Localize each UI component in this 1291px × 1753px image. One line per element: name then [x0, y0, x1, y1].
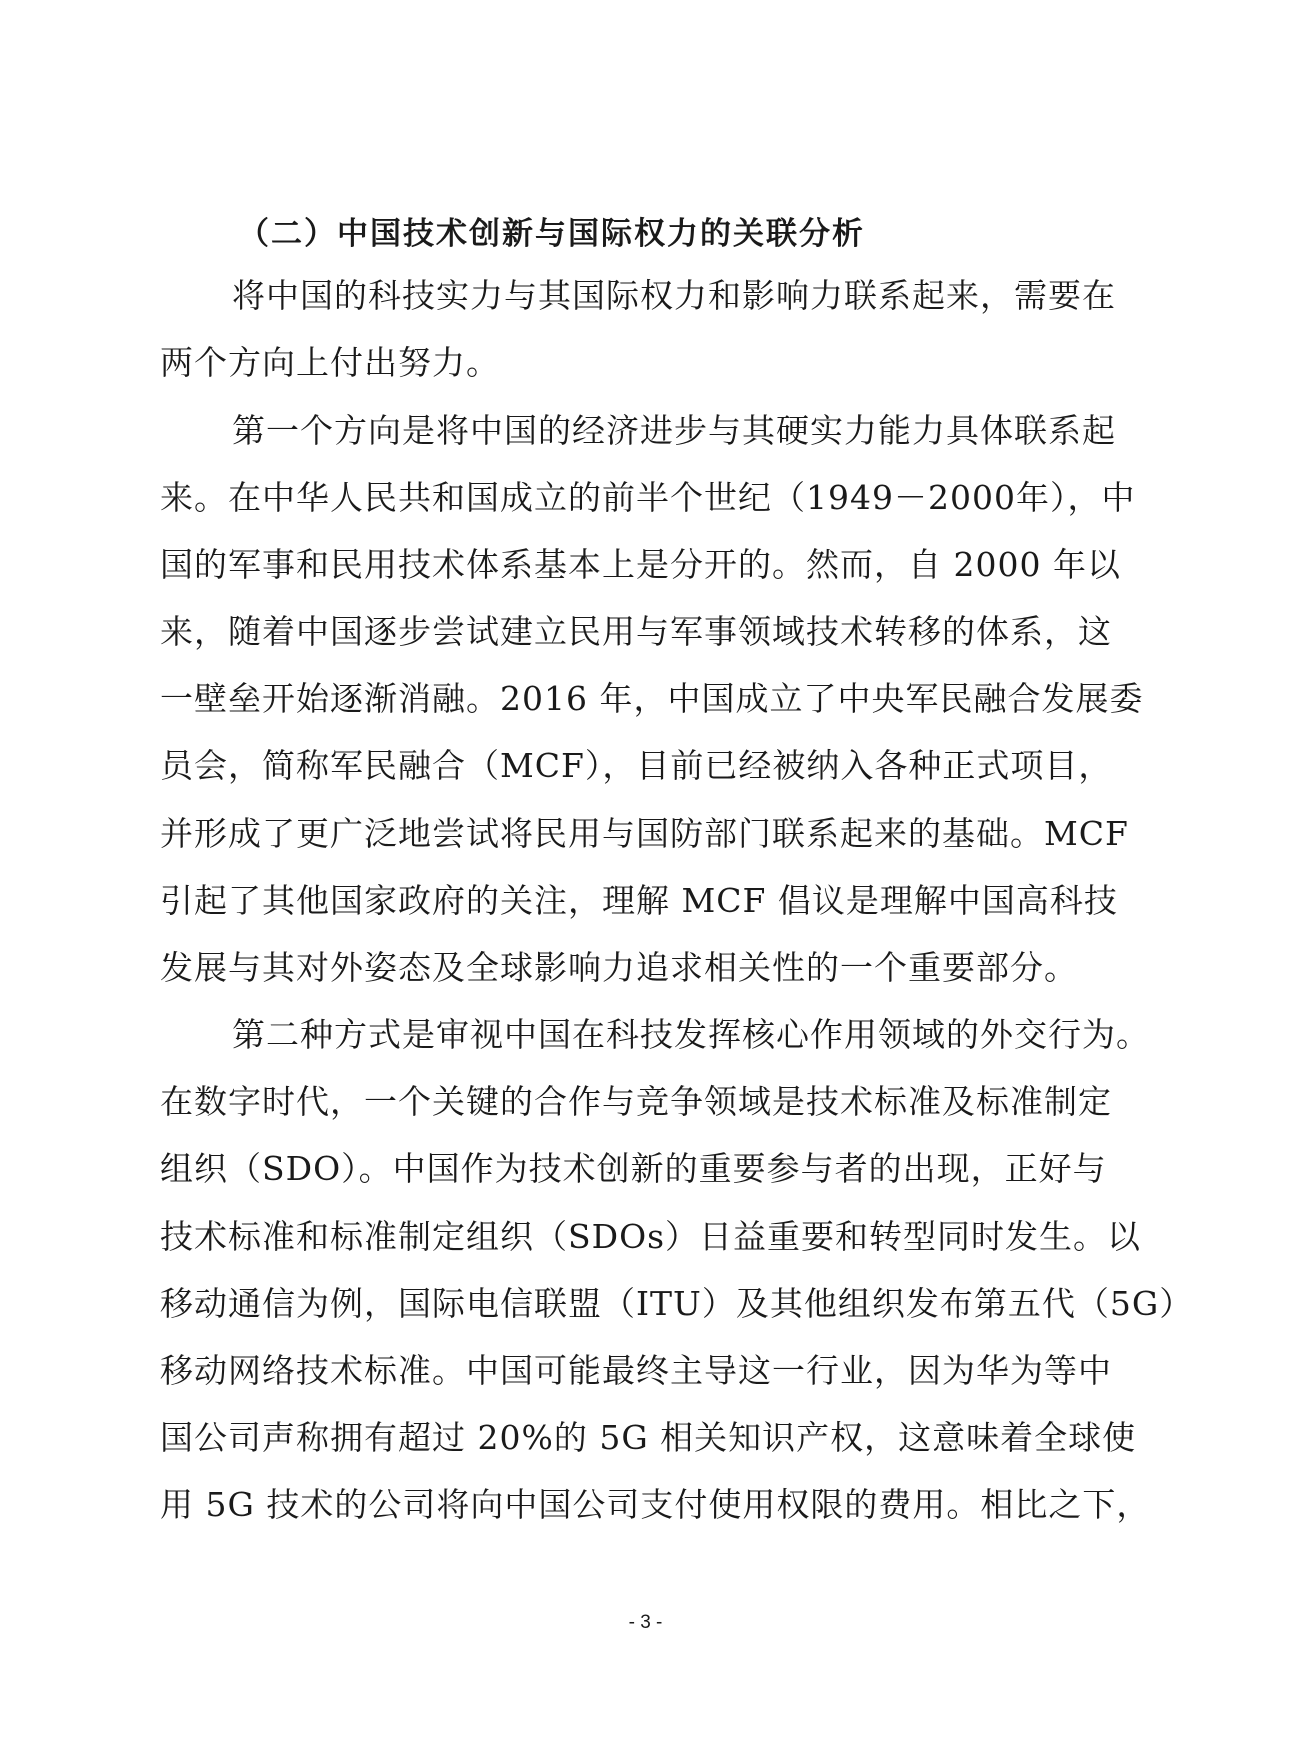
- paragraph-line: 两个方向上付出努力。: [160, 343, 500, 382]
- paragraph-line: 并形成了更广泛地尝试将民用与国防部门联系起来的基础。MCF: [160, 814, 1129, 853]
- paragraph-line: 发展与其对外姿态及全球影响力追求相关性的一个重要部分。: [160, 948, 1078, 987]
- paragraph-line: 用 5G 技术的公司将向中国公司支付使用权限的费用。相比之下，: [160, 1485, 1151, 1524]
- paragraph-line: 一壁垒开始逐渐消融。2016 年，中国成立了中央军民融合发展委: [160, 679, 1144, 718]
- paragraph-line: 移动通信为例，国际电信联盟（ITU）及其他组织发布第五代（5G）: [160, 1284, 1194, 1323]
- paragraph-line: 第一个方向是将中国的经济进步与其硬实力能力具体联系起: [232, 411, 1116, 450]
- paragraph-line: 移动网络技术标准。中国可能最终主导这一行业，因为华为等中: [160, 1351, 1112, 1390]
- section-heading: （二）中国技术创新与国际权力的关联分析: [238, 216, 865, 252]
- paragraph-line: 员会，简称军民融合（MCF），目前已经被纳入各种正式项目，: [160, 746, 1113, 785]
- page-number: - 3 -: [628, 1612, 663, 1633]
- paragraph-line: 第二种方式是审视中国在科技发挥核心作用领域的外交行为。: [232, 1015, 1150, 1054]
- paragraph-line: 在数字时代，一个关键的合作与竞争领域是技术标准及标准制定: [160, 1082, 1112, 1121]
- paragraph-line: 组织（SDO）。中国作为技术创新的重要参与者的出现，正好与: [160, 1149, 1107, 1188]
- paragraph-line: 来，随着中国逐步尝试建立民用与军事领域技术转移的体系，这: [160, 612, 1112, 651]
- paragraph-line: 国的军事和民用技术体系基本上是分开的。然而，自 2000 年以: [160, 545, 1121, 584]
- paragraph-line: 技术标准和标准制定组织（SDOs）日益重要和转型同时发生。以: [160, 1217, 1142, 1256]
- paragraph-line: 来。在中华人民共和国成立的前半个世纪（1949－2000年），中: [160, 478, 1136, 517]
- paragraph-line: 国公司声称拥有超过 20%的 5G 相关知识产权，这意味着全球使: [160, 1418, 1137, 1457]
- paragraph-line: 引起了其他国家政府的关注，理解 MCF 倡议是理解中国高科技: [160, 881, 1118, 920]
- paragraph-line: 将中国的科技实力与其国际权力和影响力联系起来，需要在: [232, 276, 1116, 315]
